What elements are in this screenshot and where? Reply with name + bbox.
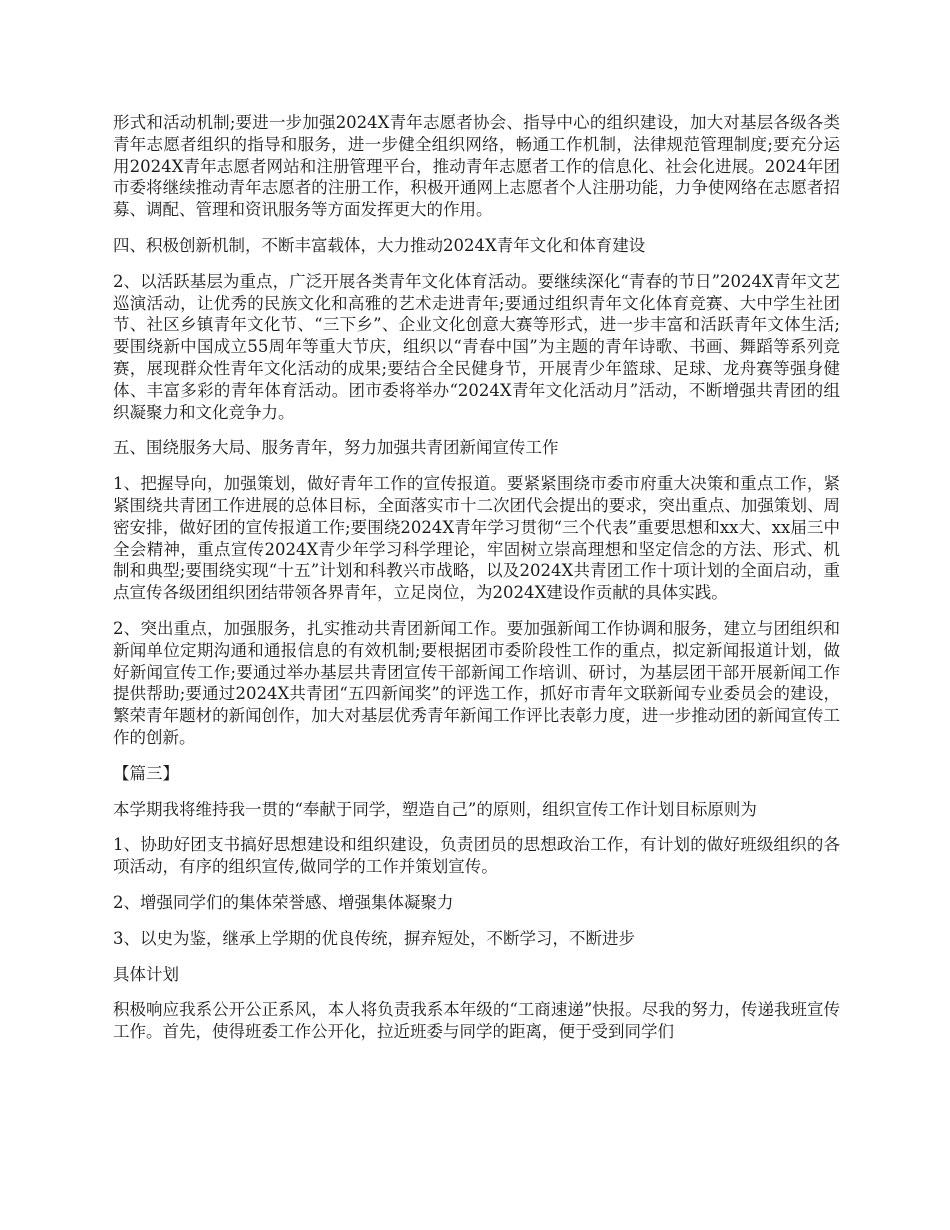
- heading-section-five: 五、围绕服务大局、服务青年，努力加强共青团新闻宣传工作: [113, 438, 559, 458]
- heading-specific-plan: 具体计划: [113, 964, 179, 984]
- paragraph-plan-detail: 积极响应我系公开公正系风，本人将负责我系本年级的“工商速递”快报。尽我的努力，传递我班宣传工作。首先，使得班委工作公开化，拉近班委与同学的距离，便于受到同学们: [113, 1000, 840, 1042]
- heading-part-three: 【篇三】: [113, 763, 179, 783]
- paragraph-goal-one: 1、协助好团支书搞好思想建设和组织建设，负责团员的思想政治工作，有计划的做好班级组织的各项活动，有序的组织宣传,做同学的工作并策划宣传。: [113, 835, 840, 877]
- paragraph-publicity-reporting: 1、把握导向，加强策划，做好青年工作的宣传报道。要紧紧围绕市委市府重大决策和重点工作，紧紧围绕共青团工作进展的总体目标，全面落实市十二次团代会提出的要求，突出重点、加强策划、周密安排，做好团的宣传报道工作;要围绕2024X青年学习贯彻“三个代表”重要思想和xx大、xx届三中全会精神，重点宣传2024X青少年学习科学理论，牢固树立崇高理想和坚定信念的方法、形式、机制和典型;要围绕实现“十五”计划和科教兴市战略，以及2024X共青团工作十项计划的全面启动，重点宣传各级团组织团结带领各界青年，立足岗位，为2024X建设作贡献的具体实践。: [113, 474, 840, 603]
- paragraph-goal-three: 3、以史为鉴，继承上学期的优良传统，摒弃短处，不断学习，不断进步: [113, 928, 635, 948]
- paragraph-semester-principle: 本学期我将维持我一贯的“奉献于同学，塑造自己”的原则，组织宣传工作计划目标原则为: [113, 799, 757, 819]
- paragraph-volunteer-mechanism: 形式和活动机制;要进一步加强2024X青年志愿者协会、指导中心的组织建设，加大对基层各级各类青年志愿者组织的指导和服务，进一步健全组织网络，畅通工作机制，法律规范管理制度;要充分运用2024X青年志愿者网站和注册管理平台，推动青年志愿者工作的信息化、社会化进展。2024年团市委将继续推动青年志愿者的注册工作，积极开通网上志愿者个人注册功能，力争使网络在志愿者招募、调配、管理和资讯服务等方面发挥更大的作用。: [113, 113, 840, 220]
- paragraph-news-work: 2、突出重点，加强服务，扎实推动共青团新闻工作。要加强新闻工作协调和服务，建立与团组织和新闻单位定期沟通和通报信息的有效机制;要根据团市委阶段性工作的重点，拟定新闻报道计划，做好新闻宣传工作;要通过举办基层共青团宣传干部新闻工作培训、研讨，为基层团干部开展新闻工作提供帮助;要通过2024X共青团“五四新闻奖”的评选工作，抓好市青年文联新闻专业委员会的建设，繁荣青年题材的新闻创作，加大对基层优秀青年新闻工作评比表彰力度，进一步推动团的新闻宣传工作的创新。: [113, 618, 840, 747]
- document-page: [113, 112, 840, 1057]
- paragraph-goal-two: 2、增强同学们的集体荣誉感、增强集体凝聚力: [113, 892, 454, 912]
- paragraph-culture-sports: 2、以活跃基层为重点，广泛开展各类青年文化体育活动。要继续深化“青春的节日”2024X青年文艺巡演活动，让优秀的民族文化和高雅的艺术走进青年;要通过组织青年文化体育竞赛、大中学生社团节、社区乡镇青年文化节、“三下乡”、企业文化创意大赛等形式，进一步丰富和活跃青年文体生活;要围绕新中国成立55周年等重大节庆，组织以“青春中国”为主题的青年诗歌、书画、舞蹈等系列竞赛，展现群众性青年文化活动的成果;要结合全民健身节，开展青少年篮球、足球、龙舟赛等强身健体、丰富多彩的青年体育活动。团市委将举办“2024X青年文化活动月”活动，不断增强共青团的组织凝聚力和文化竞争力。: [113, 271, 840, 422]
- heading-section-four: 四、积极创新机制，不断丰富载体，大力推动2024X青年文化和体育建设: [113, 235, 646, 255]
